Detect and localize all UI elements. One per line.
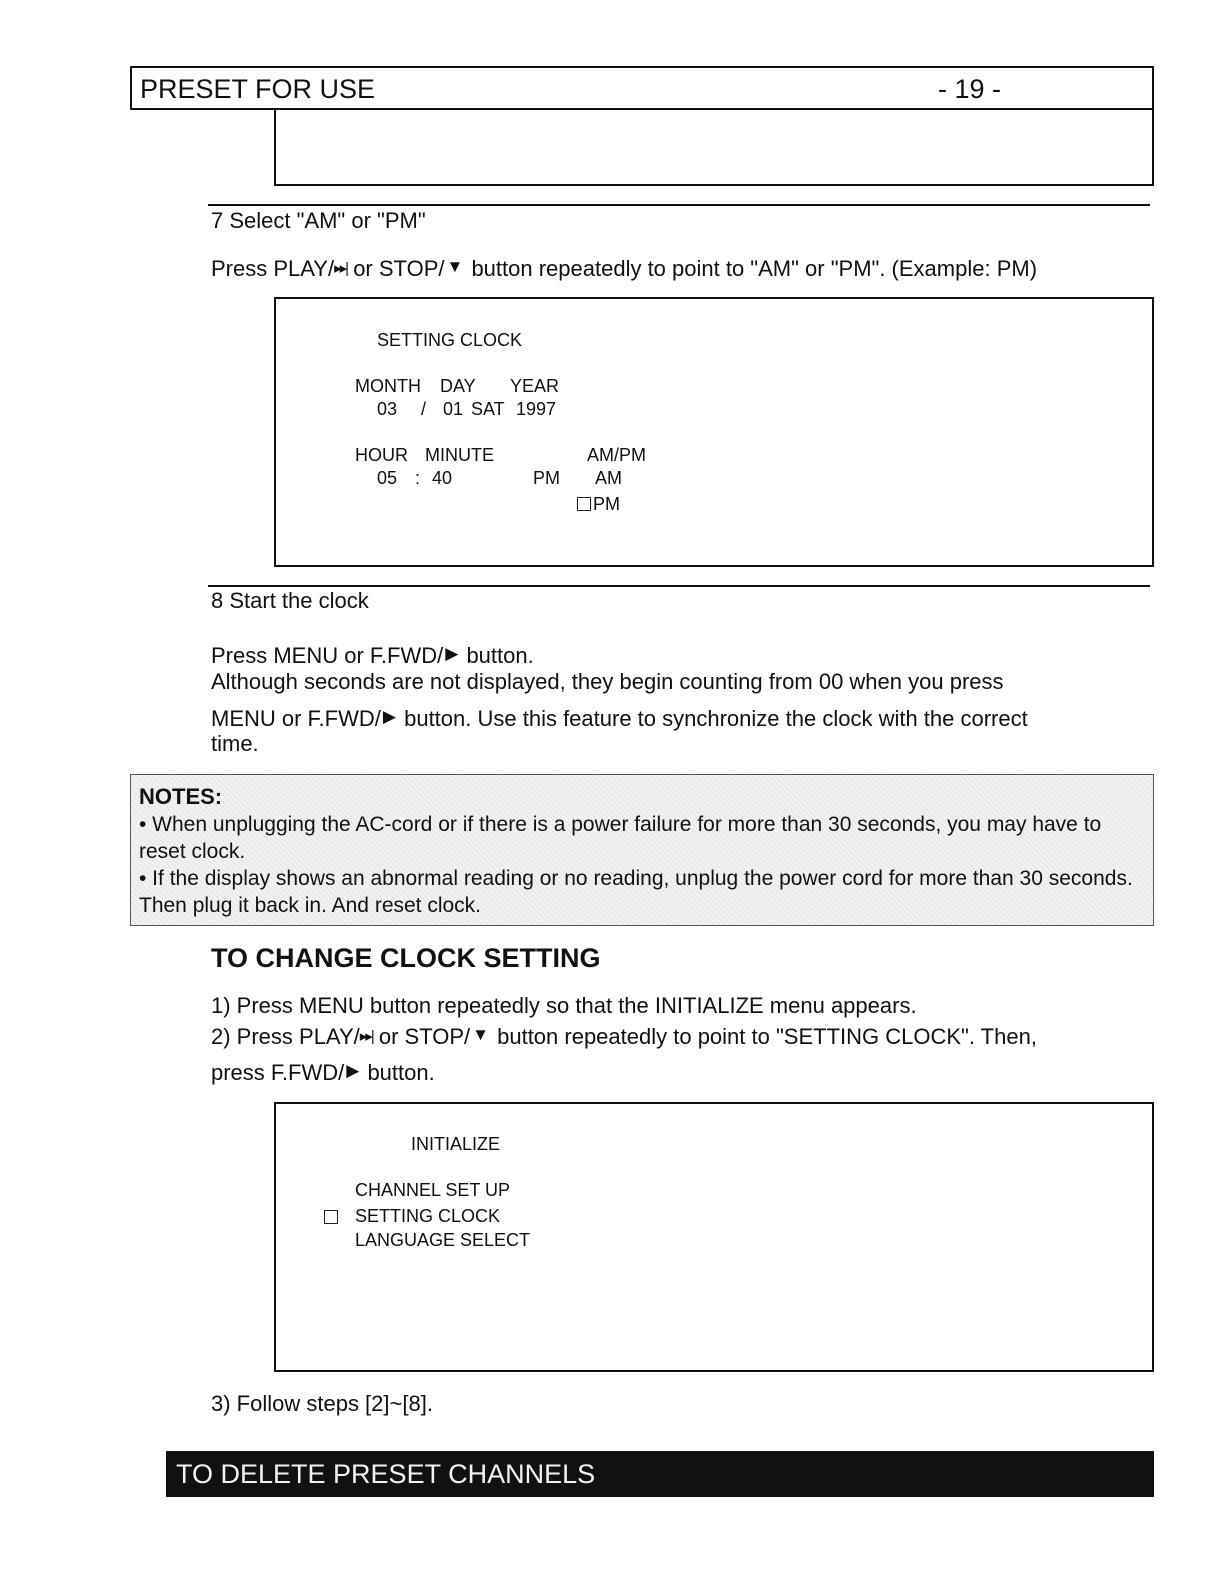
change-step3: 3) Follow steps [2]~[8]. [211,1391,433,1416]
change-step2: 2) Press PLAY/▸▸| or STOP/ ▼ button repeatedly to point to "SETTING CLOCK". Then, [211,1024,1037,1049]
menu-item-setting-clock: SETTING CLOCK [355,1206,501,1226]
screen-title: INITIALIZE [411,1134,501,1154]
weekday-value: SAT [471,399,505,419]
page-number: - 19 - [938,74,1002,104]
step8-line3: MENU or F.FWD/ ▶ button. Use this feature to synchronize the clock with the correct [211,706,1028,731]
ampm-label: AM/PM [587,445,647,465]
step8-line4: time. [211,731,259,756]
screen-title: SETTING CLOCK [377,330,523,350]
minute-label: MINUTE [425,445,494,465]
time-separator: : [415,468,421,488]
note-item: • If the display shows an abnormal reading or no reading, unplug the power cord for more than 30 seconds. Then plug it back in. And reset clock. [139,867,1133,917]
hour-label: HOUR [355,445,408,465]
note-item: • When unplugging the AC-cord or if there is a power failure for more than 30 seconds, you may have to reset clock. [139,813,1102,863]
date-separator: / [421,399,427,419]
setting-clock-screen [274,297,1154,567]
right-triangle-icon: ▶ [382,707,396,726]
step8-line2: Although seconds are not displayed, they begin counting from 00 when you press [211,669,1004,694]
play-skip-icon: ▸▸| [359,1028,373,1045]
previous-screen-box [274,108,1154,186]
down-triangle-icon: ▼ [446,257,464,276]
change-step2-line2: press F.FWD/ ▶ button. [211,1060,435,1085]
down-triangle-icon: ▼ [472,1025,489,1044]
page-header [130,66,1154,110]
delete-channels-bar [166,1451,1154,1497]
cursor-square-icon [577,497,591,511]
minute-value: 40 [432,468,453,488]
right-triangle-icon: ▶ [346,1061,360,1080]
year-label: YEAR [510,376,560,396]
year-value: 1997 [516,399,557,419]
step7-title: 7 Select "AM" or "PM" [211,208,426,233]
delete-channels-heading: TO DELETE PRESET CHANNELS [176,1459,596,1489]
notes-box [130,774,1154,926]
menu-item-channel-set-up: CHANNEL SET UP [355,1180,511,1200]
month-value: 03 [377,399,398,419]
section-title: PRESET FOR USE [140,74,376,104]
notes-heading: NOTES: [139,784,223,809]
menu-item-language-select: LANGUAGE SELECT [355,1230,531,1250]
day-value: 01 [443,399,464,419]
step8-divider [208,585,1150,587]
month-label: MONTH [355,376,421,396]
section-heading: TO CHANGE CLOCK SETTING [211,943,601,973]
pm-option: PM [577,493,620,515]
step8-line1: Press MENU or F.FWD/ ▶ button. [211,643,534,668]
am-option: AM [595,468,622,488]
cursor-square-icon [324,1210,338,1224]
play-skip-icon: ▸▸| [334,260,348,277]
step7-instruction: Press PLAY/▸▸| or STOP/ ▼ button repeatedly to point to "AM" or "PM". (Example: PM) [211,256,1038,281]
change-step1: 1) Press MENU button repeatedly so that the INITIALIZE menu appears. [211,993,917,1018]
right-triangle-icon: ▶ [445,644,459,663]
hour-value: 05 [377,468,398,488]
day-label: DAY [440,376,476,396]
step7-divider [208,204,1150,206]
initialize-screen [274,1102,1154,1372]
step8-title: 8 Start the clock [211,588,369,613]
current-ampm-value: PM [533,468,560,488]
